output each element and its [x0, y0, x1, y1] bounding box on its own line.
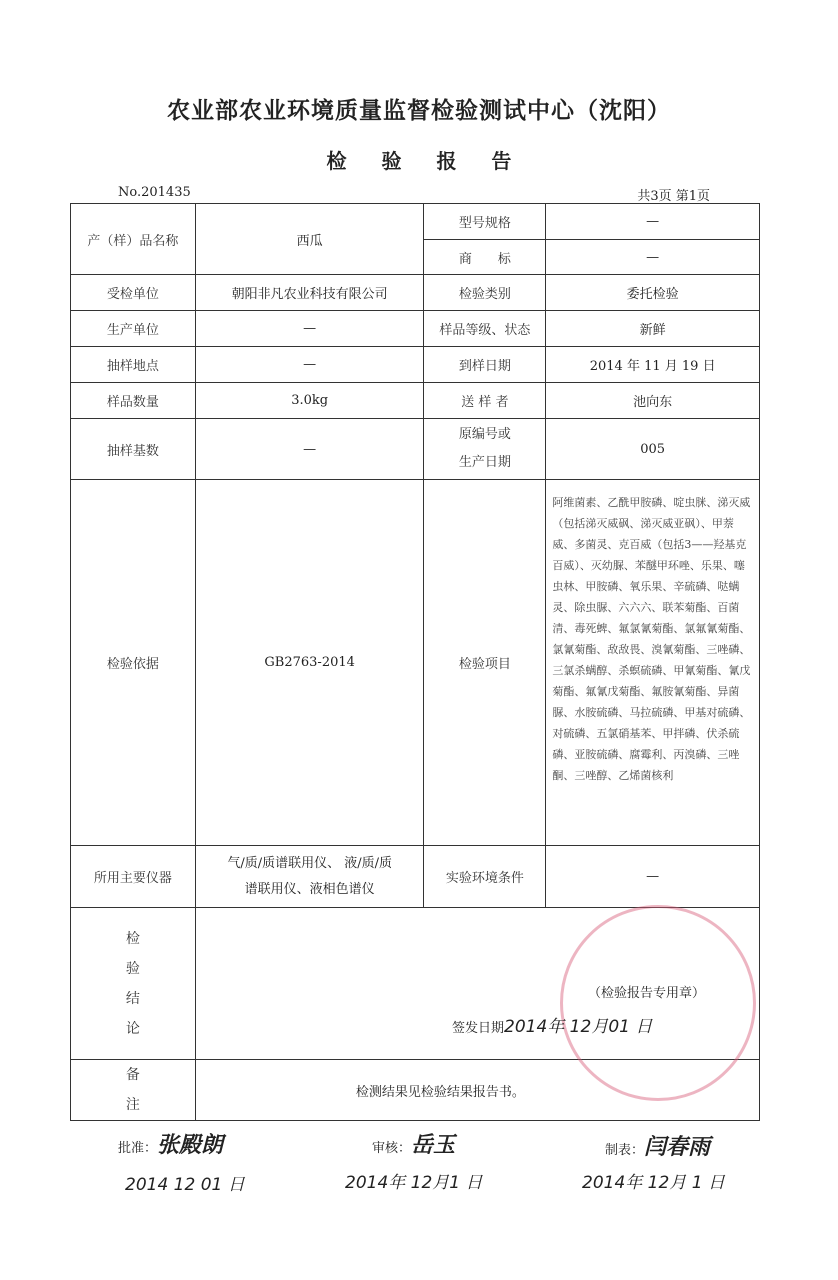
instrument-value-line1: 气/质/质谱联用仪、 液/质/质 — [227, 855, 392, 871]
sampling-base-value: — — [195, 419, 424, 480]
inspection-type-label: 检验类别 — [424, 275, 546, 311]
environment-label: 实验环境条件 — [424, 846, 546, 908]
model-value: — — [546, 204, 760, 240]
sample-qty-label: 样品数量 — [71, 383, 196, 419]
brand-label: 商 标 — [424, 240, 546, 275]
sampling-base-label: 抽样基数 — [71, 419, 196, 480]
approve-date: 2014 12 01 日 — [125, 1175, 245, 1195]
conclusion-char-1: 检 — [125, 930, 140, 947]
approve-name: 张殿朗 — [157, 1133, 224, 1158]
sender-label: 送 样 者 — [424, 383, 546, 419]
inspection-type-value: 委托检验 — [546, 275, 760, 311]
conclusion-char-2: 验 — [125, 960, 140, 977]
instrument-value-line2: 谱联用仪、液相色谱仪 — [244, 881, 375, 897]
sample-qty-value: 3.0kg — [195, 383, 424, 419]
client-value: 朝阳非凡农业科技有限公司 — [195, 275, 424, 311]
conclusion-label — [71, 908, 196, 1060]
review-label: 审核： — [372, 1141, 412, 1156]
tabulator-label: 制表： — [605, 1143, 645, 1158]
sample-grade-value: 新鲜 — [546, 311, 760, 347]
conclusion-char-4: 论 — [125, 1020, 140, 1037]
product-name-label: 产（样）品名称 — [71, 204, 196, 275]
sample-grade-label: 样品等级、状态 — [424, 311, 546, 347]
org-title: 农业部农业环境质量监督检验测试中心（沈阳） — [167, 97, 671, 124]
review-signature — [372, 1128, 455, 1159]
instrument-value — [195, 846, 424, 908]
product-name-value: 西瓜 — [195, 204, 424, 275]
issue-date — [452, 1012, 652, 1037]
environment-value: — — [546, 846, 760, 908]
basis-value: GB2763-2014 — [195, 480, 424, 846]
original-number-value: 005 — [546, 419, 760, 480]
brand-value: — — [546, 240, 760, 275]
client-label: 受检单位 — [71, 275, 196, 311]
report-number: No.201435 — [118, 185, 191, 200]
model-label: 型号规格 — [424, 204, 546, 240]
remark-char-2: 注 — [125, 1097, 140, 1113]
arrival-date-value: 2014 年 11 月 19 日 — [546, 347, 760, 383]
items-label: 检验项目 — [424, 480, 546, 846]
sampling-site-label: 抽样地点 — [71, 347, 196, 383]
tabulator-name: 闫春雨 — [644, 1135, 711, 1160]
sampling-site-value: — — [195, 347, 424, 383]
items-value: 阿维菌素、乙酰甲胺磷、啶虫脒、涕灭威（包括涕灭威砜、涕灭威亚砜）、甲萘威、多菌灵、克百威（包括3——羟基克百威）、灭幼脲、苯醚甲环唑、乐果、噻虫林、甲胺磷、氧乐果、辛硫磷、哒螨灵、除虫脲、六六六、联苯菊酯、百菌清、毒死蜱、氟氯氰菊酯、氯氟氰菊酯、氯氰菊酯、敌敌畏、溴氰菊酯、三唑磷、三氯杀螨醇、杀螟硫磷、甲氰菊酯、氰戊菊酯、氟氰戊菊酯、氟胺氰菊酯、异菌脲、水胺硫磷、马拉硫磷、甲基对硫磷、对硫磷、五氯硝基苯、甲拌磷、伏杀硫磷、亚胺硫磷、腐霉利、丙溴磷、三唑酮、三唑醇、乙烯菌核利 — [546, 480, 760, 846]
seal-caption: （检验报告专用章） — [587, 986, 705, 1001]
sender-value: 池向东 — [546, 383, 760, 419]
original-number-label-line2: 生产日期 — [458, 455, 511, 470]
tabulator-signature — [605, 1130, 710, 1161]
basis-label: 检验依据 — [71, 480, 196, 846]
original-number-label — [424, 419, 546, 480]
official-seal — [560, 905, 756, 1101]
approve-signature — [118, 1128, 223, 1159]
report-title: 检 验 报 告 — [326, 149, 512, 173]
approve-label: 批准： — [118, 1141, 158, 1156]
tabulator-date: 2014年 12月 1 日 — [582, 1173, 725, 1193]
producer-value: — — [195, 311, 424, 347]
remark-value: 检测结果见检验结果报告书。 — [195, 1060, 759, 1121]
issue-date-label: 签发日期 — [452, 1021, 505, 1036]
remark-char-1: 备 — [125, 1067, 140, 1083]
remark-label — [71, 1060, 196, 1121]
review-date: 2014年 12月1 日 — [345, 1173, 483, 1193]
review-name: 岳玉 — [411, 1133, 456, 1158]
conclusion-char-3: 结 — [125, 990, 140, 1007]
page-info: 共3页 第1页 — [637, 189, 710, 204]
instrument-label: 所用主要仪器 — [71, 846, 196, 908]
issue-date-value: 2014年 12月01 日 — [504, 1017, 653, 1037]
original-number-label-line1: 原编号或 — [458, 427, 511, 442]
producer-label: 生产单位 — [71, 311, 196, 347]
arrival-date-label: 到样日期 — [424, 347, 546, 383]
